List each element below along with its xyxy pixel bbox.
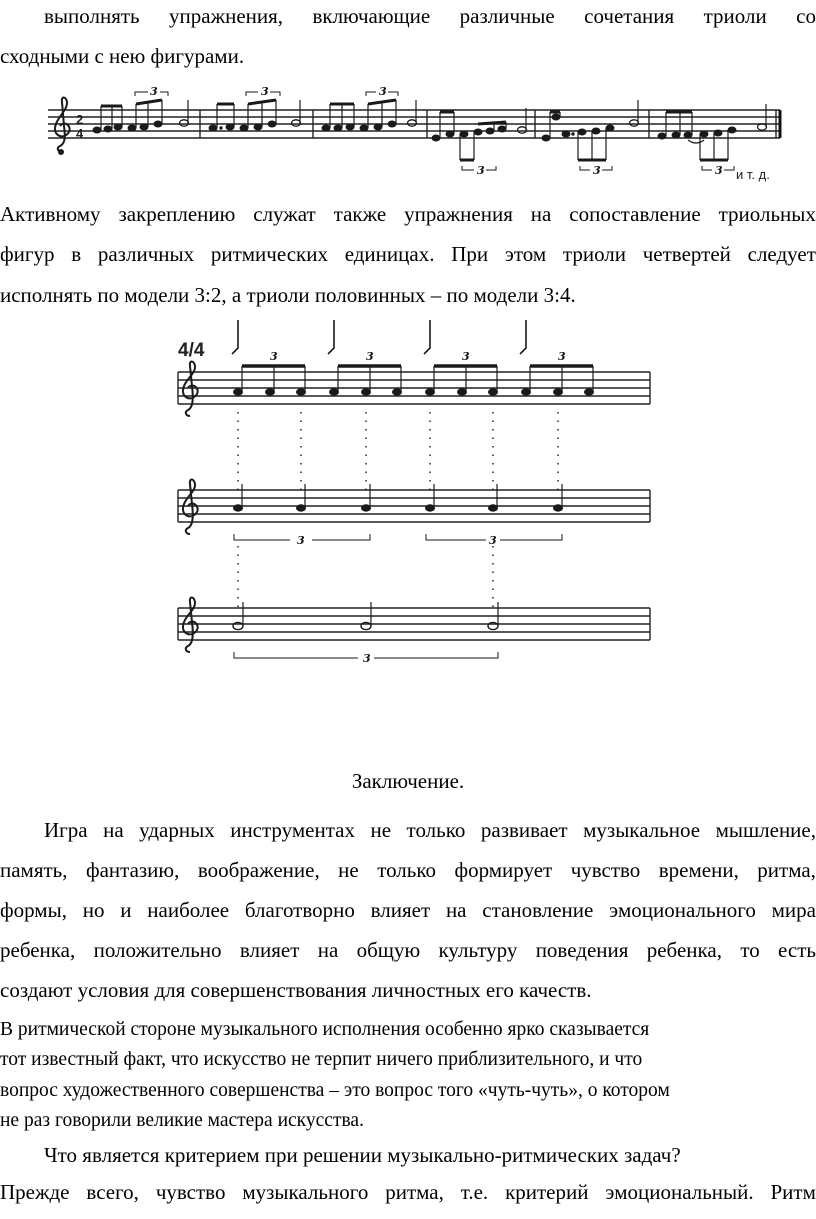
treble-clef-icon [55,98,70,155]
time-signature-bottom: 4 [76,126,84,141]
word: поведения [535,938,629,962]
conclusion-p2-line-4: не раз говорили великие мастера искусства. [0,1110,364,1131]
time-signature-top: 2 [76,112,84,127]
word: то [740,938,760,962]
conclusion-p3-line-2 [0,1180,816,1204]
tuplet-number: 3 [297,534,305,547]
music-example-2 [0,316,816,676]
tuplet-number: 3 [270,350,278,363]
tuplet-number: 3 [715,164,723,177]
word: чувство [570,858,641,882]
word: и [120,898,132,922]
word: При [451,242,489,266]
word: на [317,938,339,962]
word: развивает [480,818,568,842]
word: формирует [454,858,553,882]
word: культуру [438,938,518,962]
conclusion-p1-line-3 [0,898,816,922]
word: критерий [505,1180,589,1204]
tuplet-number: 3 [462,350,470,363]
meter-label: 4/4 [178,340,205,361]
word: ритма, [385,1180,444,1204]
word: благотворно [244,898,355,922]
conclusion-p3-line-1: Что является критерием при решении музыкально-ритмических задач? [44,1143,681,1167]
word: мира [771,898,816,922]
word: т.е. [460,1180,489,1204]
word: Прежде [0,1180,70,1204]
conclusion-p1-line-1 [0,818,816,842]
word: триольных [718,202,816,226]
word: положительно [93,938,222,962]
conclusion-p2-line-2: тот известный факт, что искусство не терпит ничего приблизительного, и что [0,1049,643,1070]
alignment-dots [238,412,558,612]
word: также [333,202,387,226]
word: единицах. [344,242,435,266]
word: служат [253,202,316,226]
word: Игра [44,818,88,842]
word: сочетания [584,4,675,28]
word: мышление, [715,818,816,842]
measure-1-notes [93,85,189,133]
treble-clef-icon [183,480,198,535]
word: воображение, [197,858,320,882]
intro-line-2: сходными с нею фигурами. [0,44,245,68]
word: эмоциональный. [605,1180,754,1204]
para2-line-2 [0,242,816,266]
word: включающие [312,4,431,28]
tuplet-number: 3 [363,652,371,665]
word: в [71,242,82,266]
tuplet-number: 3 [379,85,387,98]
word: Ритм [770,1180,816,1204]
word: четвертей [642,242,731,266]
conclusion-heading: Заключение. [351,769,465,793]
word: на [103,818,124,842]
word: музыкального [242,1180,369,1204]
word: этом [504,242,547,266]
tuplet-number: 3 [477,164,485,177]
word: упражнения [404,202,513,226]
music-example-1 [0,78,816,188]
conclusion-p1-line-4 [0,938,816,962]
word: закреплению [118,202,236,226]
tuplet-number: 3 [489,534,497,547]
measure-4-notes [432,108,527,177]
word: но [82,898,105,922]
ending-text: и т. д. [736,167,770,182]
staff-2 [178,490,650,522]
tuplet-number: 3 [261,85,269,98]
word: Активному [0,202,101,226]
word: триоли [562,242,627,266]
word: выполнять [44,4,140,28]
tuplet-number: 3 [150,85,158,98]
word: ребенка, [0,938,76,962]
word: различные [459,4,555,28]
conclusion-p2-line-1: В ритмической стороне музыкального исполнения особенно ярко сказывается [0,1019,650,1040]
tuplet-number: 3 [366,350,374,363]
word: фигур [0,242,55,266]
word: упражнения, [169,4,284,28]
tuplet-number: 3 [558,350,566,363]
word: различных [97,242,195,266]
para2-line-3: исполнять по модели 3:2, а триоли половинных – по модели 3:4. [0,283,576,307]
word: становление [482,898,594,922]
word: память, [0,858,68,882]
word: эмоционального [609,898,756,922]
word: влияет [239,938,300,962]
triplet-halves [233,602,498,665]
word: со [796,4,816,28]
word: ударных [139,818,215,842]
word: ритма, [757,858,816,882]
word: только [406,818,466,842]
conclusion-p2-line-3: вопрос художественного совершенства – это вопрос того «чуть-чуть», о котором [0,1080,670,1101]
word: формы, [0,898,67,922]
conclusion-p1-line-2 [0,858,816,882]
word: чувство [155,1180,226,1204]
word: музыкальное [583,818,701,842]
word: влияет [370,898,431,922]
beat-stems [232,320,526,354]
word: ребенка, [646,938,722,962]
word: на [445,898,467,922]
tuplet-number: 3 [593,164,601,177]
intro-line-1 [0,4,816,28]
word: только [377,858,437,882]
word: времени, [658,858,739,882]
word: триоли [703,4,767,28]
word: следует [747,242,816,266]
conclusion-p1-line-5: создают условия для совершенствования личностных его качеств. [0,978,592,1002]
para2-line-1 [0,202,816,226]
staff-1 [178,372,650,404]
staff-3 [178,608,650,640]
word: фантазию, [85,858,180,882]
treble-clef-icon [183,362,198,417]
word: на [530,202,552,226]
word: инструментах [230,818,355,842]
word: не [338,858,359,882]
word: ритмических [210,242,328,266]
word: не [370,818,392,842]
word: сопоставление [569,202,701,226]
word: есть [778,938,816,962]
word: всего, [86,1180,139,1204]
word: общую [356,938,421,962]
word: наиболее [147,898,230,922]
treble-clef-icon [183,598,198,653]
triplet-quarters [234,484,563,547]
